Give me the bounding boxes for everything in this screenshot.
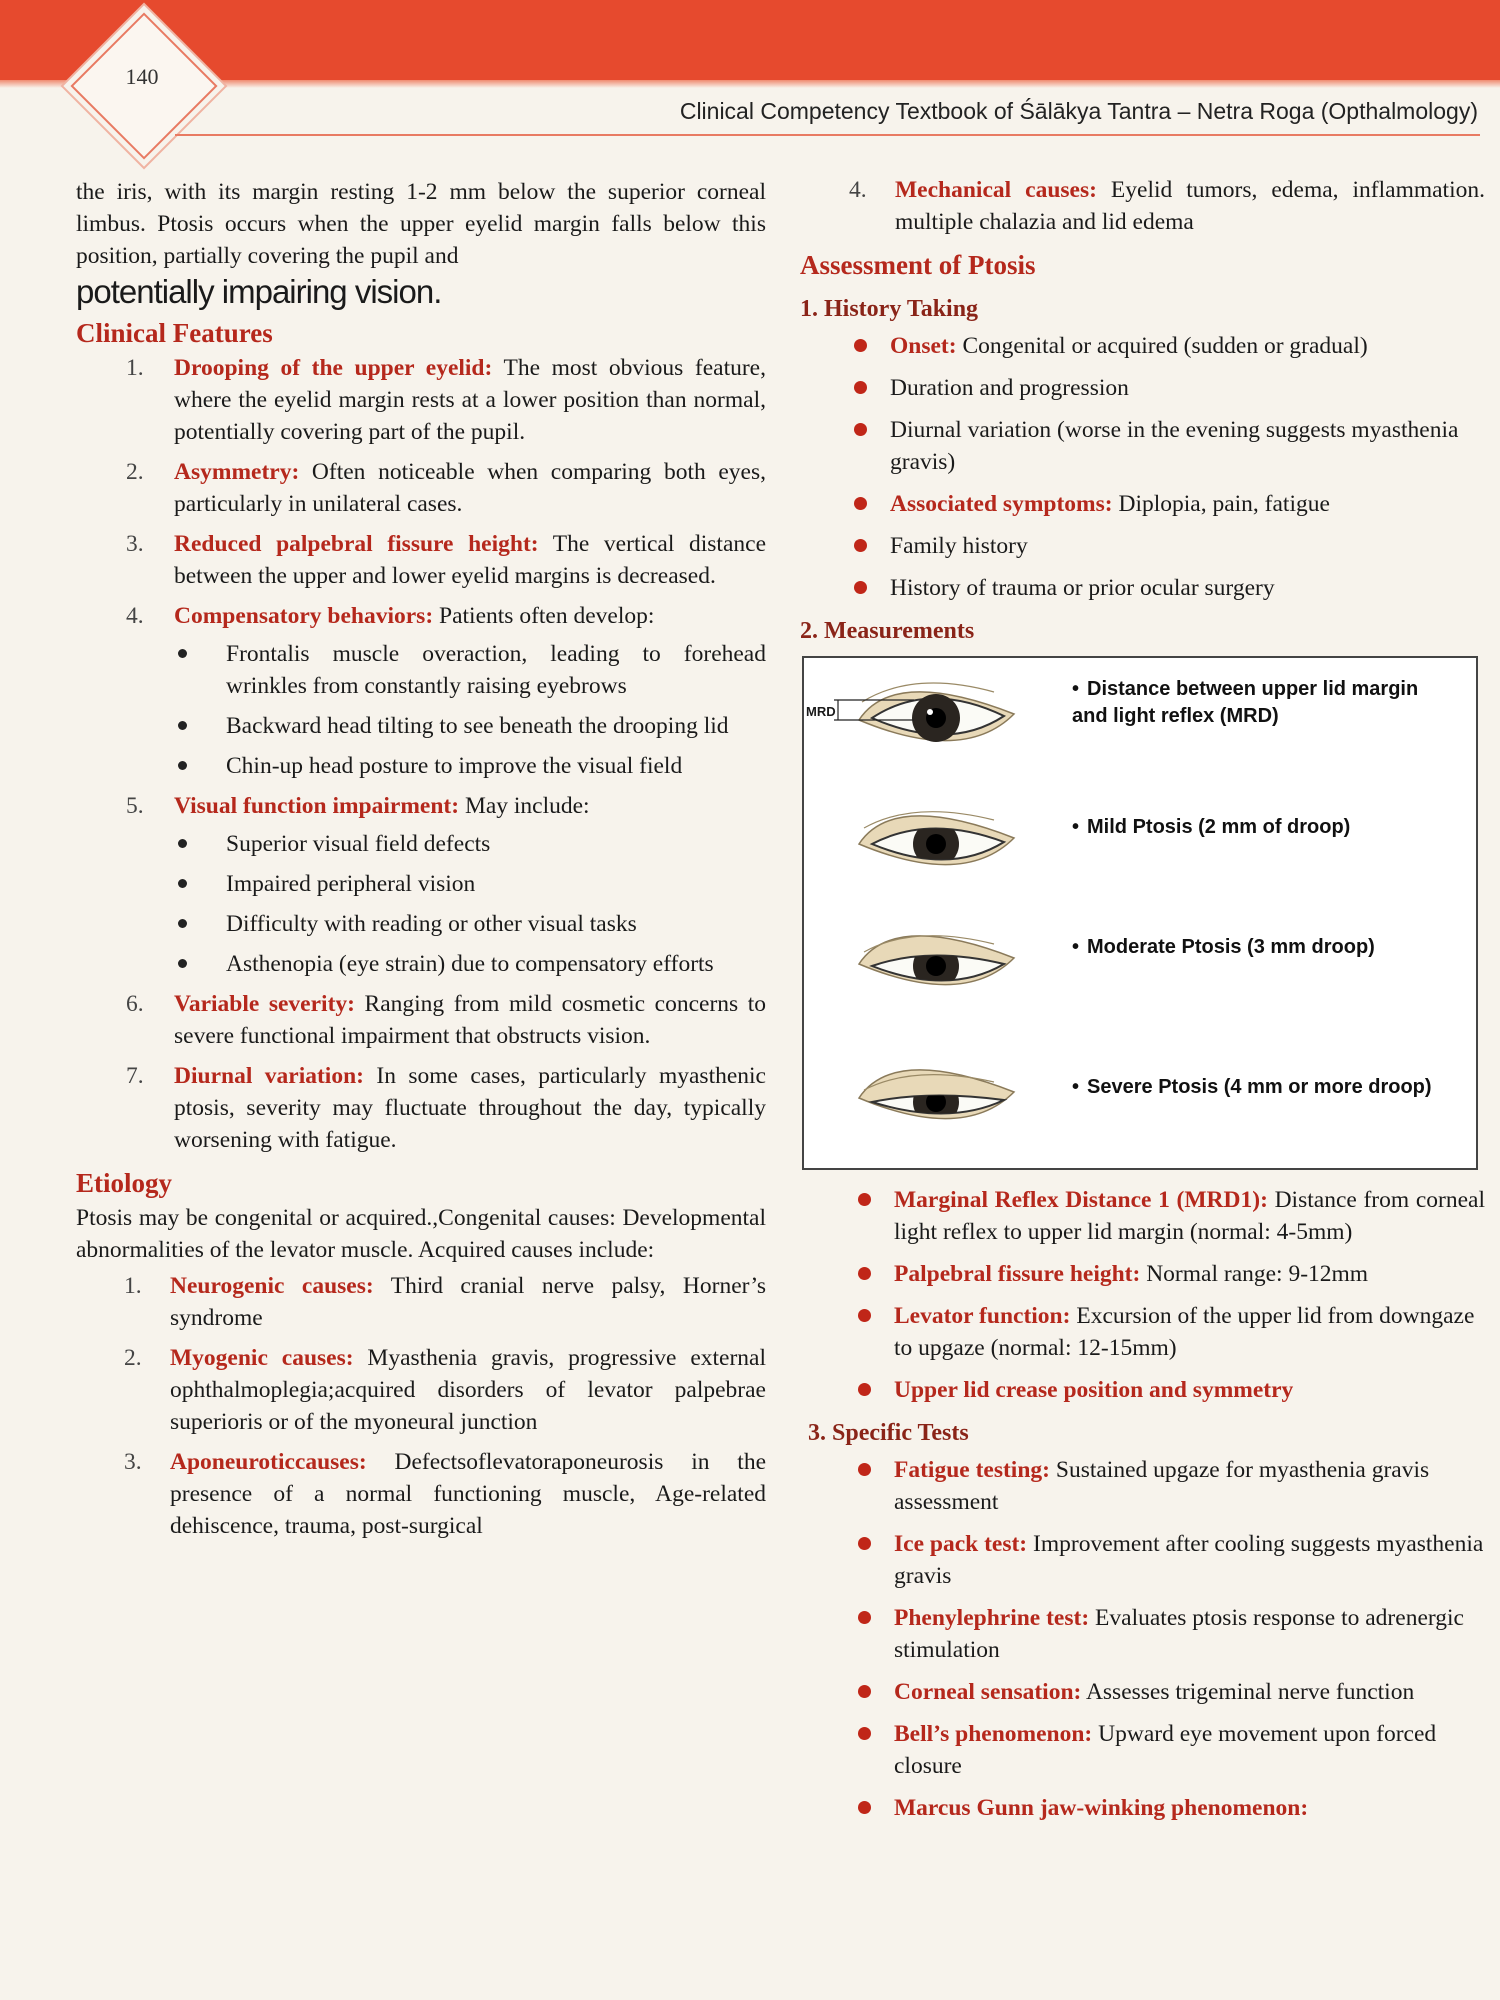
feature-term: Variable severity: bbox=[174, 991, 355, 1017]
visual-item: Impaired peripheral vision bbox=[174, 868, 766, 900]
severe-ptosis-eye-illustration bbox=[854, 1050, 1019, 1140]
feature-number: 4. bbox=[126, 603, 144, 629]
feature-term: Compensatory behaviors: bbox=[174, 603, 434, 629]
assessment-heading: Assessment of Ptosis bbox=[800, 250, 1036, 280]
feature-text: The vertical distance between the upper and lower eyelid margins is decreased. bbox=[174, 531, 766, 589]
feature-text: Patients often develop: bbox=[433, 603, 655, 629]
compensatory-item: Frontalis muscle overaction, leading to forehead wrinkles from constantly raising eyebrows bbox=[174, 638, 766, 702]
history-text: History of trauma or prior ocular surgery bbox=[890, 575, 1275, 601]
feature-term: Diurnal variation: bbox=[174, 1063, 364, 1089]
measurement-text: Excursion of the upper lid from downgaze to upgaze (normal: 12-15mm) bbox=[894, 1303, 1475, 1361]
compensatory-list bbox=[174, 638, 766, 782]
test-term: Marcus Gunn jaw-winking phenomenon: bbox=[894, 1795, 1309, 1821]
test-item bbox=[800, 1718, 1485, 1782]
feature-item bbox=[126, 790, 766, 980]
measurement-list bbox=[800, 1184, 1485, 1406]
history-term: Associated symptoms: bbox=[890, 491, 1113, 517]
test-item bbox=[800, 1454, 1485, 1518]
running-title: Clinical Competency Textbook of Śālākya Tantra – Netra Roga (Opthalmology) bbox=[679, 98, 1478, 124]
etiology-heading: Etiology bbox=[76, 1168, 173, 1198]
history-text: Family history bbox=[890, 533, 1028, 559]
intro-paragraph bbox=[76, 176, 766, 312]
measurement-text: Normal range: 9-12mm bbox=[1140, 1261, 1369, 1287]
page-number: 140 bbox=[125, 64, 159, 89]
test-term: Phenylephrine test: bbox=[894, 1605, 1090, 1631]
measurement-term: Palpebral fissure height: bbox=[894, 1261, 1141, 1287]
cause-term: Mechanical causes: bbox=[895, 177, 1097, 203]
test-text: Sustained upgaze for myasthenia gravis assessment bbox=[894, 1457, 1430, 1515]
measurement-item bbox=[800, 1300, 1485, 1364]
feature-term: Asymmetry: bbox=[174, 459, 300, 485]
mrd-pointer-lines bbox=[834, 694, 914, 724]
visual-item: Difficulty with reading or other visual tasks bbox=[174, 908, 766, 940]
cause-item bbox=[124, 1270, 766, 1334]
history-heading: 1. History Taking bbox=[800, 296, 979, 322]
intro-end-text: potentially impairing vision. bbox=[76, 273, 442, 310]
test-term: Fatigue testing: bbox=[894, 1457, 1050, 1483]
feature-item bbox=[126, 1060, 766, 1156]
visual-item: Superior visual field defects bbox=[174, 828, 766, 860]
feature-number: 2. bbox=[126, 459, 144, 485]
cause-item bbox=[124, 1342, 767, 1438]
measurements-heading: 2. Measurements bbox=[800, 618, 975, 644]
cause-number: 1. bbox=[124, 1273, 142, 1299]
feature-number: 1. bbox=[126, 355, 144, 381]
test-item bbox=[800, 1602, 1485, 1666]
test-text: Upward eye movement upon forced closure bbox=[894, 1721, 1437, 1779]
cause-text: Eyelid tumors, edema, inflammation. multiple chalazia and lid edema bbox=[895, 177, 1485, 235]
cause-text: Third cranial nerve palsy, Horner’s syndrome bbox=[170, 1273, 766, 1331]
visual-impairment-list bbox=[174, 828, 766, 980]
feature-item bbox=[126, 456, 766, 520]
feature-number: 6. bbox=[126, 991, 144, 1017]
intro-text: the iris, with its margin resting 1-2 mm below the superior corneal limbus. Ptosis occurs when the upper eyelid margin falls below this position, partially covering the pupil and bbox=[76, 179, 766, 269]
test-item bbox=[800, 1792, 1485, 1824]
test-text: Assesses trigeminal nerve function bbox=[1081, 1679, 1415, 1705]
feature-number: 7. bbox=[126, 1063, 144, 1089]
test-item bbox=[800, 1676, 1485, 1708]
history-item bbox=[796, 414, 1485, 478]
history-term: Onset: bbox=[890, 333, 957, 359]
cause-number: 2. bbox=[124, 1345, 142, 1371]
specific-tests-heading: 3. Specific Tests bbox=[808, 1420, 969, 1446]
measurement-text: Distance from corneal light reflex to upper lid margin (normal: 4-5mm) bbox=[894, 1187, 1485, 1245]
specific-tests-list bbox=[800, 1454, 1485, 1824]
history-text: Diurnal variation (worse in the evening suggests myasthenia gravis) bbox=[890, 417, 1459, 475]
feature-text: Ranging from mild cosmetic concerns to severe functional impairment that obstructs vision. bbox=[174, 991, 767, 1049]
history-item bbox=[796, 372, 1485, 404]
test-text: Evaluates ptosis response to adrenergic stimulation bbox=[894, 1605, 1464, 1663]
cause-term: Neurogenic causes: bbox=[170, 1273, 374, 1299]
cause-text: Myasthenia gravis, progressive external ophthalmoplegia;acquired disorders of levator palpebrae superioris or of the myoneural junction bbox=[170, 1345, 767, 1435]
measurement-term: Levator function: bbox=[894, 1303, 1071, 1329]
clinical-features-heading: Clinical Features bbox=[76, 318, 273, 348]
history-text: Diplopia, pain, fatigue bbox=[1112, 491, 1330, 517]
cause-number: 3. bbox=[124, 1449, 142, 1475]
history-item bbox=[796, 572, 1485, 604]
etiology-causes-list bbox=[124, 1270, 767, 1542]
figure-caption-moderate: • Moderate Ptosis (3 mm droop) bbox=[1072, 934, 1375, 961]
clinical-features-list bbox=[126, 352, 767, 1156]
history-list bbox=[796, 330, 1485, 604]
test-text: Improvement after cooling suggests myasthenia gravis bbox=[894, 1531, 1484, 1589]
history-item bbox=[796, 530, 1485, 562]
measurement-item bbox=[800, 1374, 1485, 1406]
ptosis-figure bbox=[802, 656, 1478, 1170]
history-item bbox=[796, 330, 1485, 362]
feature-text: The most obvious feature, where the eyelid margin rests at a lower position than normal, potentially covering part of the pupil. bbox=[174, 355, 766, 445]
cause-item bbox=[849, 174, 1485, 238]
mechanical-cause-list bbox=[849, 174, 1485, 238]
figure-caption-severe: • Severe Ptosis (4 mm or more droop) bbox=[1072, 1074, 1482, 1101]
cause-term: Aponeuroticcauses: bbox=[170, 1449, 367, 1475]
feature-item bbox=[126, 600, 766, 782]
feature-term: Visual function impairment: bbox=[174, 793, 460, 819]
feature-number: 3. bbox=[126, 531, 144, 557]
measurement-term: Upper lid crease position and symmetry bbox=[894, 1377, 1294, 1403]
visual-item: Asthenopia (eye strain) due to compensatory efforts bbox=[174, 948, 766, 980]
cause-text: Defectsoflevatoraponeurosis in the presence of a normal functioning muscle, Age-related dehiscence, trauma, post-surgical bbox=[170, 1449, 766, 1539]
cause-number: 4. bbox=[849, 177, 867, 203]
figure-caption-mrd: • Distance between upper lid margin and light reflex (MRD) bbox=[1072, 676, 1452, 730]
feature-term: Drooping of the upper eyelid: bbox=[174, 355, 493, 381]
cause-item bbox=[124, 1446, 766, 1542]
feature-text: In some cases, particularly myasthenic ptosis, severity may fluctuate throughout the day, typically worsening with fatigue. bbox=[174, 1063, 766, 1153]
feature-item bbox=[126, 352, 766, 448]
mrd-label: MRD bbox=[806, 704, 836, 719]
etiology-intro: Ptosis may be congenital or acquired.,Congenital causes: Developmental abnormalities of the levator muscle. Acquired causes include: bbox=[76, 1205, 766, 1263]
test-term: Corneal sensation: bbox=[894, 1679, 1082, 1705]
top-color-band bbox=[0, 0, 1500, 80]
measurement-item bbox=[800, 1184, 1485, 1248]
right-column bbox=[800, 174, 1485, 1834]
test-item bbox=[800, 1528, 1485, 1592]
compensatory-item: Backward head tilting to see beneath the drooping lid bbox=[174, 710, 766, 742]
history-item bbox=[796, 488, 1485, 520]
mild-ptosis-eye-illustration bbox=[854, 796, 1019, 886]
feature-term: Reduced palpebral fissure height: bbox=[174, 531, 539, 557]
compensatory-item: Chin-up head posture to improve the visual field bbox=[174, 750, 766, 782]
moderate-ptosis-eye-illustration bbox=[854, 916, 1019, 1006]
feature-text: Often noticeable when comparing both eyes, particularly in unilateral cases. bbox=[174, 459, 766, 517]
cause-term: Myogenic causes: bbox=[170, 1345, 354, 1371]
feature-number: 5. bbox=[126, 793, 144, 819]
test-term: Bell’s phenomenon: bbox=[894, 1721, 1093, 1747]
measurement-term: Marginal Reflex Distance 1 (MRD1): bbox=[894, 1187, 1268, 1213]
header-rule bbox=[175, 134, 1480, 136]
feature-text: May include: bbox=[459, 793, 590, 819]
figure-caption-mild: • Mild Ptosis (2 mm of droop) bbox=[1072, 814, 1350, 841]
test-term: Ice pack test: bbox=[894, 1531, 1028, 1557]
feature-item bbox=[126, 528, 766, 592]
top-band-fade bbox=[0, 80, 1500, 88]
left-column bbox=[76, 176, 766, 1550]
history-text: Duration and progression bbox=[890, 375, 1129, 401]
feature-item bbox=[126, 988, 767, 1052]
measurement-item bbox=[800, 1258, 1485, 1290]
history-text: Congenital or acquired (sudden or gradual) bbox=[956, 333, 1368, 359]
